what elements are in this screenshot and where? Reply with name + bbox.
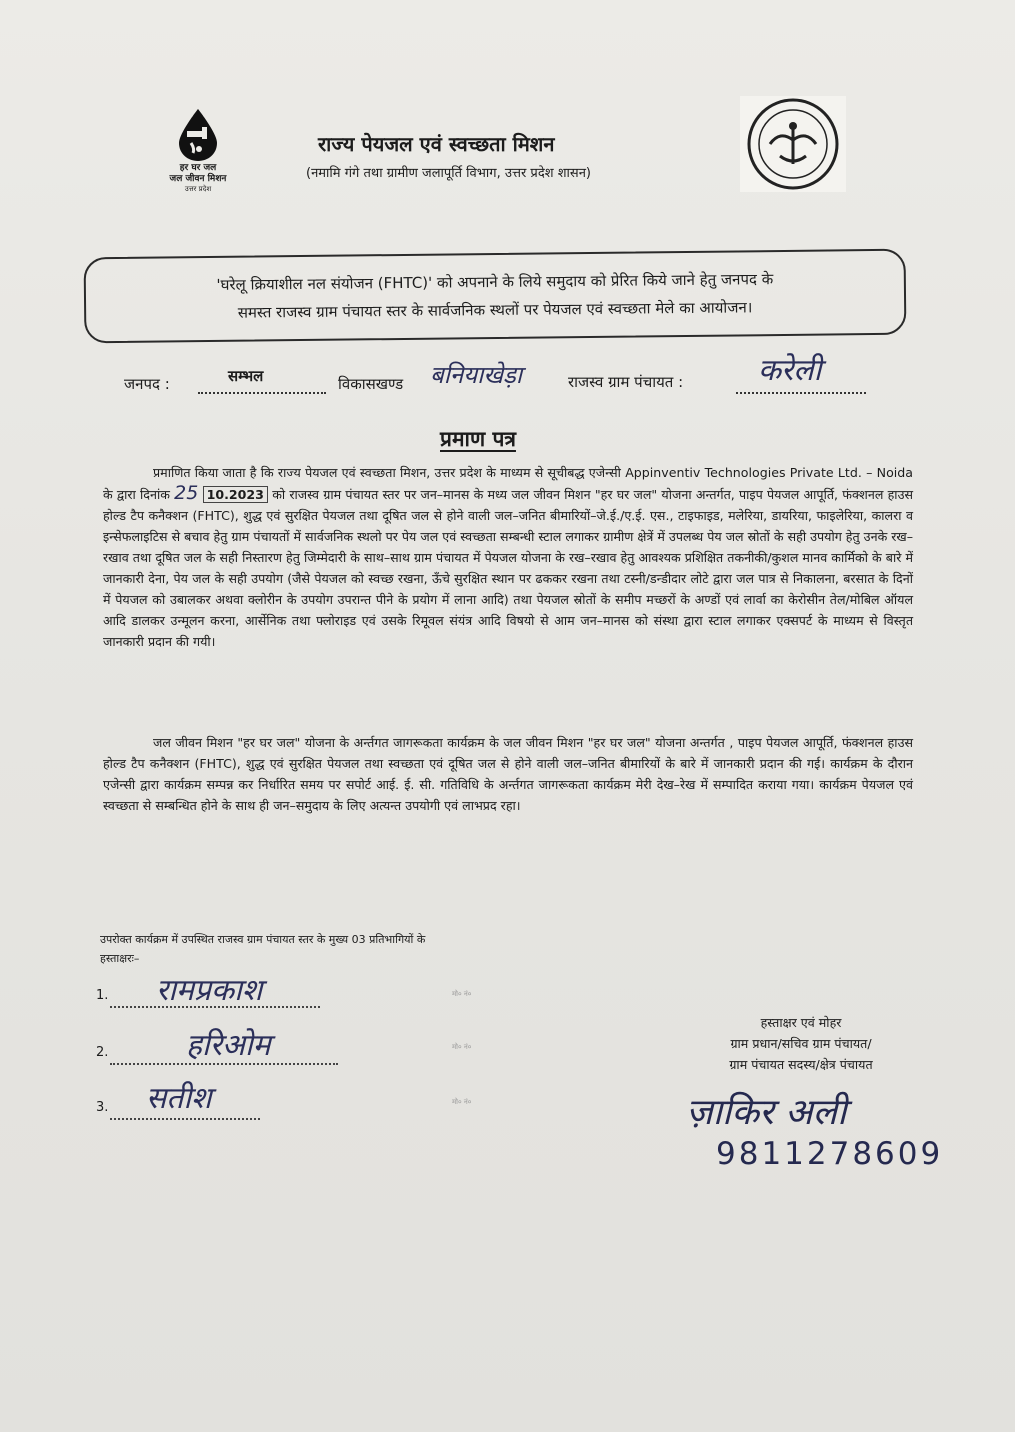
participant-signature: रामप्रकाश — [156, 973, 263, 1008]
participants-intro-text: उपरोक्त कार्यक्रम में उपस्थित राजस्व ग्राम पंचायत स्तर के मुख्य 03 प्रतिभागियों के — [100, 933, 426, 946]
logo-caption-1: हर घर जल — [179, 163, 217, 173]
authority-line-3: ग्राम पंचायत सदस्य/क्षेत्र पंचायत — [729, 1057, 873, 1072]
authority-line-2: ग्राम प्रधान/सचिव ग्राम पंचायत/ — [730, 1036, 872, 1051]
district-label: जनपद : — [124, 375, 170, 393]
panchayat-label: राजस्व ग्राम पंचायत : — [568, 373, 684, 391]
participant-number: 2. — [96, 1045, 109, 1060]
participant-mobile-label: मो० नं० — [452, 990, 472, 998]
water-drop-tap-icon — [169, 105, 227, 163]
certificate-paragraph-2: जल जीवन मिशन "हर घर जल" योजना के अर्न्तगत जागरूकता कार्यक्रम के जल जीवन मिशन "हर घर जल" योजना अन्तर्गत , पाइप पेयजल आपूर्ति, फंक्शनल हाउस होल्ड टैप कनैक्शन (FHTC), शुद्ध एवं सुरक्षित पेयजल तथा स्वच्छता एवं दूषित जल से होने वाली जल–जनित बीमारियों के बारे में जानकारी प्रदान की गई। कार्यक्रम के दौरान एजेन्सी द्वारा कार्यक्रम सम्पन्न कर निर्धारित समय पर सपोर्ट आई. ई. सी. गतिविधि के अर्न्तगत जागरूकता कार्यक्रम मेरी देख–रेख में सम्पादित कराया गया। कार्यक्रम पेयजल एवं स्वच्छता से सम्बन्धित होने के साथ ही जन–समुदाय के लिए अत्यन्त उपयोगी एवं लाभप्रद रहा। — [103, 735, 913, 813]
participant-mobile-label: मो० नं० — [452, 1043, 472, 1051]
p1-part-b: को राजस्व ग्राम पंचायत स्तर पर जन–मानस के मध्य जल जीवन मिशन "हर घर जल" योजना अन्तर्गत, पाइप पेयजल आपूर्ति, फंक्शनल हाउस होल्ड टैप कनैक्शन (FHTC), शुद्ध एवं सुरक्षित पेयजल तथा दूषित जल से होने वाली जल–जनित बीमारियों–जे.ई./ए.ई. एस., टाइफाइड, मलेरिया, डायरिया, फाइलेरिया, कालरा व इन्सेफलाइटिस से बचाव हेतु ग्राम पंचायतों में सार्वजनिक स्थलो पर पेय जल एवं स्वच्छता सम्बन्धी स्टाल लगाकर ग्रामीण क्षेत्रें में उपलब्ध पेय जल स्रोतों के सही उपयोग हेतु उनके रख–रखाव तथा दूषित जल के सही निस्तारण हेतु जिम्मेदारी के साथ–साथ ग्राम पंचायत में पेयजल योजना के रख–रखाव हेतु आवश्यक प्रशिक्षित तकनीकी/कुशल मानव कार्मिको के बारे में जानकारी देना, पेय जल के सही उपयोग (जैसे पेयजल को स्वच्छ रखना, ऊँचे सुरक्षित स्थान पर ढककर रखना तथा टस्नी/डन्डीदार लोटे द्वारा जल पात्र से निकालना, बरसात के दिनों में पेयजल को उबालकर अथवा क्लोरीन के उपयोग उपरान्त पीने के प्रयोग में लाना आदि) तथा पेयजल स्रोतों के समीप मच्छरों के अण्डों एवं लार्वा का केरोसीन तेल/मोबिल ऑयल आदि डालकर उन्मूलन करना, आर्सेनिक तथा फ्लोराइड एवं उसके रिमूवल संयंत्र आदि विषयो से आम जन–मानस को संस्था द्वारा स्टाल लगाकर एक्सपर्ट के माध्यम से विस्तृत जानकारी प्रदान की गयी। — [103, 487, 913, 649]
location-row — [124, 353, 884, 408]
har-ghar-jal-logo — [158, 105, 238, 194]
authority-block — [686, 1012, 916, 1075]
banner-line-1: 'घरेलू क्रियाशील नल संयोजन (FHTC)' को अपनाने के लिये समुदाय को प्रेरित किये जाने हेतु जनपद के — [216, 270, 774, 294]
authority-signature: ज़ाकिर अली — [686, 1092, 847, 1133]
event-banner — [84, 249, 907, 344]
block-value: बनियाखेड़ा — [430, 361, 523, 389]
date-month-year: 10.2023 — [203, 486, 268, 503]
participants-sign-label: हस्ताक्षरः– — [100, 952, 140, 965]
certificate-paragraph-1 — [103, 462, 913, 652]
participant-number: 1. — [96, 988, 109, 1003]
certificate-title: प्रमाण पत्र — [440, 427, 516, 451]
up-government-seal — [740, 96, 846, 192]
participant-number: 3. — [96, 1100, 109, 1115]
date-day: 25 — [174, 482, 199, 504]
logo-caption-2: जल जीवन मिशन — [169, 174, 227, 184]
mission-subtitle: (नमामि गंगे तथा ग्रामीण जलापूर्ति विभाग, उत्तर प्रदेश शासन) — [306, 166, 591, 181]
participant-mobile-label: मो० नं० — [452, 1098, 472, 1106]
participant-signature: सतीश — [146, 1081, 212, 1116]
logo-caption-3: उत्तर प्रदेश — [184, 185, 212, 193]
panchayat-value: करेली — [758, 353, 822, 388]
authority-line-1: हस्ताक्षर एवं मोहर — [760, 1015, 842, 1030]
mission-title: राज्य पेयजल एवं स्वच्छता मिशन — [318, 132, 555, 156]
banner-line-2: समस्त राजस्व ग्राम पंचायत स्तर के सार्वजनिक स्थलों पर पेयजल एवं स्वच्छता मेले का आयोजन। — [237, 298, 753, 322]
participant-signature: हरिओम — [186, 1028, 271, 1063]
participants-intro — [100, 930, 570, 968]
block-label: विकासखण्ड — [338, 375, 404, 393]
authority-phone: 9811278609 — [716, 1136, 944, 1172]
p1-part-a: प्रमाणित किया जाता है कि राज्य पेयजल एवं स्वच्छता मिशन, उत्तर प्रदेश के माध्यम से सूचीबद्ध एजेन्सी Appinventiv Technologies Private Ltd. – Noida के द्वारा दिनांक — [103, 465, 913, 502]
seal-emblem-icon — [740, 96, 846, 192]
district-value: सम्भल — [228, 367, 264, 385]
